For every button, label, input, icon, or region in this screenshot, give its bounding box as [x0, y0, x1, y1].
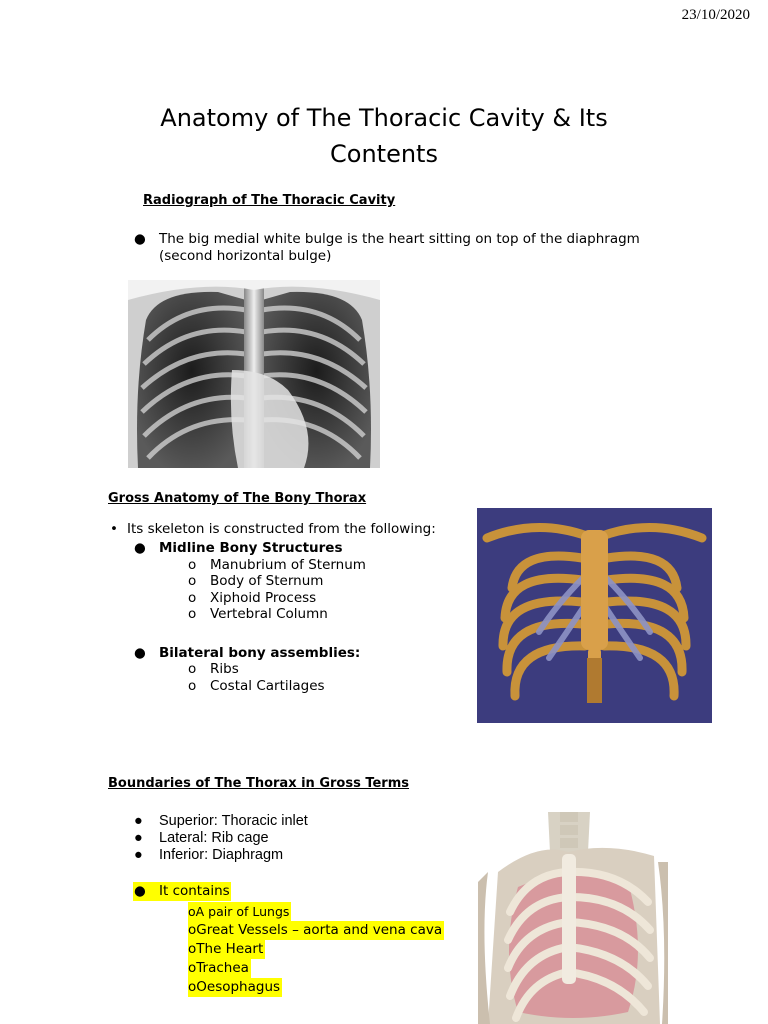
radiograph-bullet-line-1: The big medial white bulge is the heart sitting on top of the diaphragm	[159, 231, 640, 247]
radiograph-heading: Radiograph of The Thoracic Cavity	[143, 193, 396, 208]
page-title-line-1: Anatomy of The Thoracic Cavity & Its	[160, 104, 608, 132]
bilateral-label: Bilateral bony assemblies:	[159, 645, 361, 661]
page-title	[0, 100, 768, 172]
boundary-bullet-marker: ●	[134, 847, 143, 863]
bilateral-item: o Ribs	[188, 661, 239, 677]
radiograph-bullet-text	[159, 231, 640, 265]
bony-thorax-heading: Gross Anatomy of The Bony Thorax	[108, 491, 367, 506]
contents-item: oOesophagus	[188, 979, 281, 995]
contains-bullet-marker: ●	[134, 883, 146, 899]
boundary-bullet-marker: ●	[134, 830, 143, 846]
boundary-item: Superior: Thoracic inlet	[159, 813, 308, 829]
contents-item: oA pair of Lungs	[188, 904, 290, 919]
boundary-item: Inferior: Diaphragm	[159, 847, 284, 863]
radiograph-bullet-line-2: (second horizontal bulge)	[159, 248, 332, 264]
radiograph-bullet-marker: ●	[134, 231, 146, 247]
bilateral-bullet-marker: ●	[134, 645, 146, 661]
contents-item: oTrachea	[188, 960, 249, 976]
contains-highlight	[133, 882, 231, 901]
midline-item: o Manubrium of Sternum	[188, 557, 366, 573]
chest-xray-image	[128, 280, 380, 468]
contents-item: oThe Heart	[188, 941, 264, 957]
midline-bullet-marker: ●	[134, 540, 146, 556]
chest-xray-graphic	[128, 280, 380, 468]
midline-label: Midline Bony Structures	[159, 540, 343, 556]
boundaries-heading: Boundaries of The Thorax in Gross Terms	[108, 776, 410, 791]
thorax-3d-image	[478, 812, 668, 1024]
contents-item: oGreat Vessels – aorta and vena cava	[188, 922, 443, 938]
midline-item: o Vertebral Column	[188, 606, 328, 622]
page-title-line-2: Contents	[330, 140, 438, 168]
bony-thorax-intro-marker: •	[110, 521, 118, 537]
bilateral-item: o Costal Cartilages	[188, 678, 325, 694]
document-date: 23/10/2020	[681, 7, 750, 23]
boundary-bullet-marker: ●	[134, 813, 143, 829]
thorax-3d-graphic	[478, 812, 668, 1024]
midline-item: o Xiphoid Process	[188, 590, 317, 606]
contains-label: It contains	[159, 883, 230, 899]
boundary-item: Lateral: Rib cage	[159, 830, 269, 846]
rib-cage-image	[477, 508, 712, 723]
bony-thorax-intro: Its skeleton is constructed from the following:	[127, 521, 436, 537]
rib-cage-graphic	[477, 508, 712, 723]
midline-item: o Body of Sternum	[188, 573, 324, 589]
